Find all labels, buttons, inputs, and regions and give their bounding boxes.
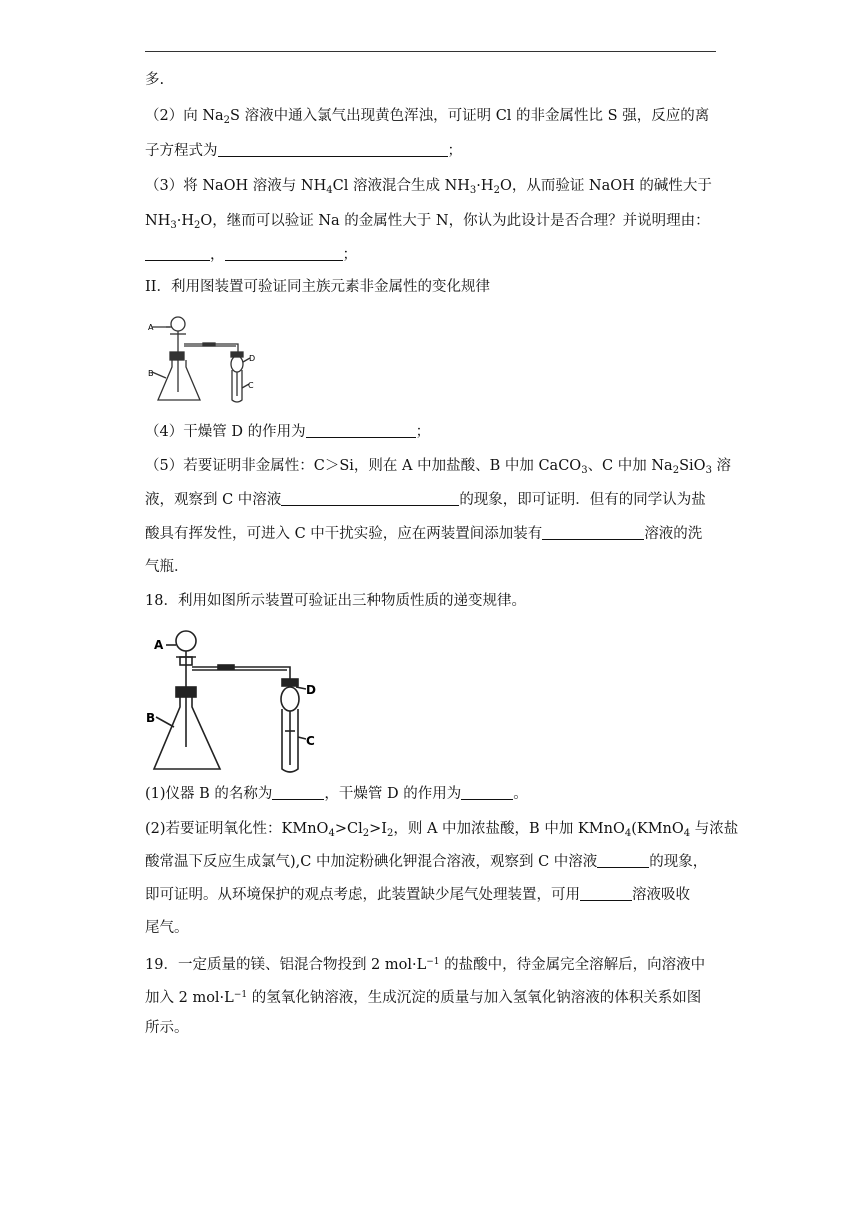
answer-blank[interactable] bbox=[145, 246, 210, 261]
q18-part2-line1: (2)若要证明氧化性：$KMnO_4>Cl_2>I_2$，则 A 中加浓盐酸，B 中加 KMnO$_4$(KMnO$_4$ 与浓盐 bbox=[145, 821, 739, 839]
answer-blank[interactable] bbox=[461, 785, 513, 800]
q17-part2-line2: 子方程式为 ； bbox=[145, 143, 462, 159]
answer-blank[interactable] bbox=[225, 246, 343, 261]
answer-blank[interactable] bbox=[580, 886, 632, 901]
header-rule bbox=[145, 51, 716, 52]
svg-text:D: D bbox=[306, 683, 316, 697]
q17-part5-line2: 液，观察到 C 中溶液 的现象，即可证明．但有的同学认为盐 bbox=[145, 492, 706, 508]
svg-text:B: B bbox=[146, 711, 156, 725]
answer-blank[interactable] bbox=[597, 853, 649, 868]
q17-section-ii: II．利用图装置可验证同主族元素非金属性的变化规律 bbox=[145, 279, 490, 295]
answer-blank[interactable] bbox=[306, 423, 416, 438]
svg-text:A: A bbox=[148, 323, 154, 332]
q18-part1: (1)仪器 B 的名称为 ，干燥管 D 的作用为 。 bbox=[145, 786, 528, 802]
q17-part5-line3: 酸具有挥发性，可进入 C 中干扰实验，应在两装置间添加装有 溶液的洗 bbox=[145, 526, 703, 542]
q17-part5-line4: 气瓶． bbox=[145, 559, 189, 575]
q17-part4: （4）干燥管 D 的作用为 ； bbox=[145, 424, 431, 440]
q17-part5-line1: （5）若要证明非金属性：C＞Si，则在 A 中加盐酸、B 中加 CaCO$_3$、C 中加 $Na_2SiO_3$ 溶 bbox=[145, 458, 732, 476]
svg-text:A: A bbox=[154, 638, 164, 652]
apparatus-figure-2 bbox=[146, 627, 326, 777]
q18-part2-line4: 尾气。 bbox=[145, 920, 189, 936]
apparatus-figure-1 bbox=[148, 312, 258, 407]
q17-part2-line1: （2）向 $Na_2S$ 溶液中通入氯气出现黄色浑浊，可证明 Cl 的非金属性比 S 强，反应的离 bbox=[145, 108, 710, 126]
q18-part2-line2: 酸常温下反应生成氯气),C 中加淀粉碘化钾混合溶液，观察到 C 中溶液 的现象， bbox=[145, 854, 708, 870]
q19-line2: 加入 2 $mol\cdot L^{-1}$ 的氢氧化钠溶液，生成沉淀的质量与加入氢氧化钠溶液的体积关系如图 bbox=[145, 990, 702, 1006]
q19-line3: 所示。 bbox=[145, 1020, 189, 1036]
svg-text:D: D bbox=[249, 354, 256, 363]
answer-blank[interactable] bbox=[542, 525, 644, 540]
answer-blank[interactable] bbox=[281, 491, 459, 506]
answer-blank[interactable] bbox=[272, 785, 324, 800]
q19-line1: 19．一定质量的镁、铝混合物投到 2 $mol\cdot L^{-1}$ 的盐酸中，待金属完全溶解后，向溶液中 bbox=[145, 957, 706, 973]
answer-blank[interactable] bbox=[218, 142, 448, 157]
svg-text:C: C bbox=[306, 734, 315, 748]
q17-continuation: 多. bbox=[145, 72, 165, 88]
svg-text:C: C bbox=[248, 381, 254, 390]
q18-stem: 18．利用如图所示装置可验证出三种物质性质的递变规律。 bbox=[145, 593, 526, 609]
q17-part3-line3: ， ； bbox=[145, 245, 357, 265]
q18-part2-line3: 即可证明。从环境保护的观点考虑，此装置缺少尾气处理装置，可用 溶液吸收 bbox=[145, 887, 690, 903]
svg-text:B: B bbox=[148, 369, 154, 378]
q17-part3-line2: $NH_3\cdot H_2O$，继而可以验证 Na 的金属性大于 N，你认为此设计是否合理？并说明理由： bbox=[145, 213, 710, 231]
q17-part3-line1: （3）将 NaOH 溶液与 $NH_4Cl$ 溶液混合生成 $NH_3\cdot H_2O$，从而验证 NaOH 的碱性大于 bbox=[145, 178, 712, 196]
